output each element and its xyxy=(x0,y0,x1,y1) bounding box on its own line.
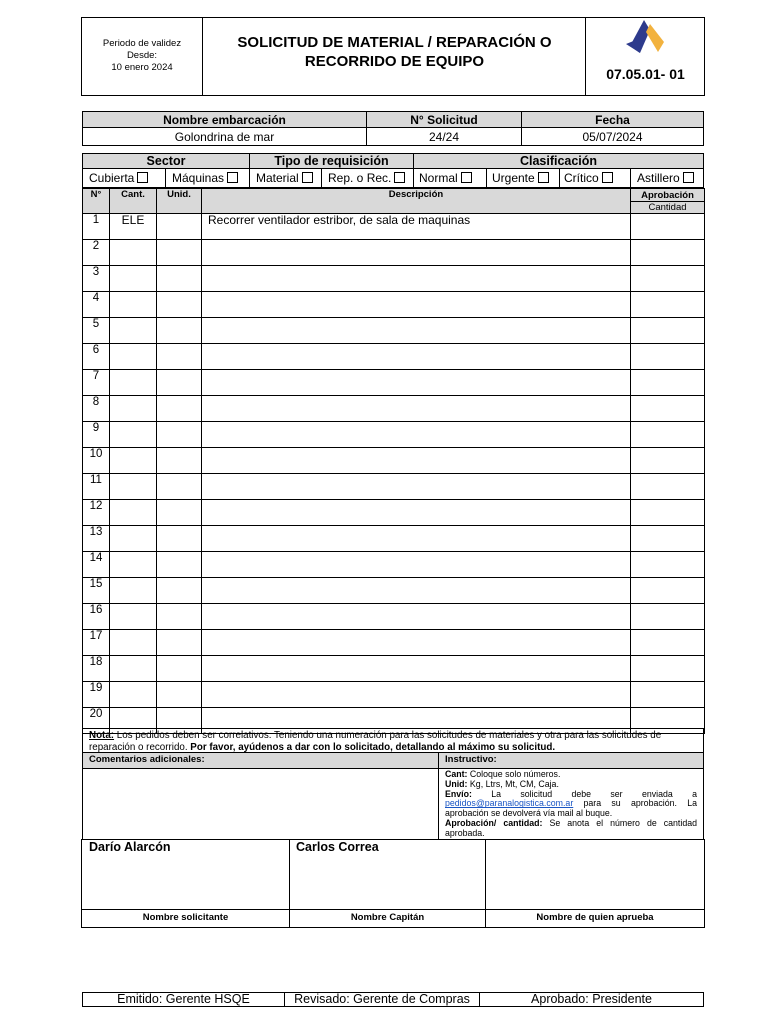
row-description[interactable] xyxy=(202,682,631,708)
checkbox-icon[interactable] xyxy=(538,172,549,183)
instructions-section xyxy=(438,752,704,840)
row-approval-quantity[interactable] xyxy=(631,656,705,682)
option-cubierta[interactable] xyxy=(83,169,166,188)
table-row xyxy=(83,396,705,422)
row-quantity[interactable] xyxy=(110,422,157,448)
date-header: Fecha xyxy=(522,112,704,128)
row-description[interactable] xyxy=(202,578,631,604)
option-urgente[interactable] xyxy=(487,169,560,188)
row-description[interactable] xyxy=(202,240,631,266)
instruction-unid-label: Unid: xyxy=(445,778,468,789)
row-approval-quantity[interactable] xyxy=(631,630,705,656)
table-row xyxy=(83,500,705,526)
form-title-line2: RECORRIDO DE EQUIPO xyxy=(304,53,485,70)
checkbox-icon[interactable] xyxy=(683,172,694,183)
row-number: 4 xyxy=(83,292,110,318)
comments-header: Comentarios adicionales: xyxy=(83,753,438,769)
date-value[interactable]: 05/07/2024 xyxy=(522,128,704,146)
row-number: 15 xyxy=(83,578,110,604)
col-description-header: Descripción xyxy=(202,189,631,214)
solicitante-label: Nombre solicitante xyxy=(142,912,229,923)
checkbox-icon[interactable] xyxy=(602,172,613,183)
form-title-line1: SOLICITUD DE MATERIAL / REPARACIÓN O xyxy=(237,34,552,51)
row-quantity[interactable] xyxy=(110,578,157,604)
table-row xyxy=(83,422,705,448)
checkbox-icon[interactable] xyxy=(302,172,313,183)
row-number: 2 xyxy=(83,240,110,266)
aprueba-label: Nombre de quien aprueba xyxy=(536,912,654,923)
row-description[interactable] xyxy=(202,422,631,448)
row-description[interactable] xyxy=(202,292,631,318)
option-critico-label: Crítico xyxy=(564,171,599,185)
row-number: 8 xyxy=(83,396,110,422)
row-description[interactable] xyxy=(202,552,631,578)
row-quantity[interactable] xyxy=(110,396,157,422)
row-description[interactable]: Recorrer ventilador estribor, de sala de maquinas xyxy=(202,214,631,240)
checkbox-icon[interactable] xyxy=(227,172,238,183)
instruction-aprob-text: Se anota el número de cantidad aprobada. xyxy=(445,817,697,838)
solicitante-name[interactable]: Darío Alarcón xyxy=(82,840,289,910)
row-number: 16 xyxy=(83,604,110,630)
table-row xyxy=(83,344,705,370)
row-unit[interactable] xyxy=(157,604,202,630)
instructions-body xyxy=(439,769,703,839)
row-number: 9 xyxy=(83,422,110,448)
table-row xyxy=(83,604,705,630)
row-approval-quantity[interactable] xyxy=(631,318,705,344)
row-number: 7 xyxy=(83,370,110,396)
row-approval-quantity[interactable] xyxy=(631,448,705,474)
row-unit[interactable] xyxy=(157,370,202,396)
row-approval-quantity[interactable] xyxy=(631,292,705,318)
row-description[interactable] xyxy=(202,370,631,396)
row-approval-quantity[interactable] xyxy=(631,474,705,500)
capitan-label: Nombre Capitán xyxy=(350,912,425,923)
option-cubierta-label: Cubierta xyxy=(89,171,135,185)
row-number: 10 xyxy=(83,448,110,474)
row-approval-quantity[interactable] xyxy=(631,396,705,422)
company-logo-icon xyxy=(618,18,674,58)
comments-field[interactable] xyxy=(83,769,438,839)
col-approval-header: Aprobación xyxy=(631,189,705,202)
row-unit[interactable] xyxy=(157,448,202,474)
sector-header: Sector xyxy=(83,154,250,169)
row-unit[interactable] xyxy=(157,552,202,578)
row-number: 11 xyxy=(83,474,110,500)
signatures-section xyxy=(81,839,705,928)
col-unit-header: Unid. xyxy=(157,189,202,214)
row-quantity[interactable] xyxy=(110,682,157,708)
instruction-cant-text: Coloque solo números. xyxy=(467,769,561,779)
row-quantity[interactable] xyxy=(110,240,157,266)
category-table xyxy=(82,153,704,188)
row-quantity[interactable] xyxy=(110,448,157,474)
row-unit[interactable] xyxy=(157,292,202,318)
row-number: 5 xyxy=(83,318,110,344)
row-number: 1 xyxy=(83,214,110,240)
row-description[interactable] xyxy=(202,396,631,422)
instruction-envio-cont xyxy=(445,799,697,819)
option-normal-label: Normal xyxy=(419,171,458,185)
col-quantity-header: Cant. xyxy=(110,189,157,214)
row-approval-quantity[interactable] xyxy=(631,266,705,292)
row-approval-quantity[interactable] xyxy=(631,604,705,630)
note-label: Nota: xyxy=(89,730,115,741)
row-quantity[interactable] xyxy=(110,344,157,370)
row-number: 13 xyxy=(83,526,110,552)
row-unit[interactable] xyxy=(157,266,202,292)
table-row xyxy=(83,240,705,266)
row-number: 14 xyxy=(83,552,110,578)
row-approval-quantity[interactable] xyxy=(631,682,705,708)
table-row xyxy=(83,448,705,474)
row-number: 19 xyxy=(83,682,110,708)
classification-header: Clasificación xyxy=(414,154,704,169)
row-number: 6 xyxy=(83,344,110,370)
table-row xyxy=(83,474,705,500)
instruction-envio-text2: para su aprobación. La aprobación se devolverá vía mail al buque. xyxy=(445,798,697,819)
footer-revisado: Revisado: Gerente de Compras xyxy=(285,993,480,1006)
instruction-cant-label: Cant: xyxy=(445,769,468,779)
row-quantity[interactable] xyxy=(110,630,157,656)
document-header xyxy=(81,17,705,96)
items-table xyxy=(82,188,705,734)
row-number: 3 xyxy=(83,266,110,292)
row-quantity[interactable] xyxy=(110,266,157,292)
document-code: 07.05.01- 01 xyxy=(606,66,685,82)
row-unit[interactable] xyxy=(157,474,202,500)
request-number-header: N° Solicitud xyxy=(367,112,522,128)
row-unit[interactable] xyxy=(157,396,202,422)
option-rep-rec-label: Rep. o Rec. xyxy=(328,171,392,185)
instruction-aprob xyxy=(445,819,697,839)
requisition-type-header: Tipo de requisición xyxy=(250,154,414,169)
row-approval-quantity[interactable] xyxy=(631,370,705,396)
row-number: 18 xyxy=(83,656,110,682)
footer-aprobado: Aprobado: Presidente xyxy=(531,992,652,1006)
capitan-name[interactable]: Carlos Correa xyxy=(290,840,485,910)
checkbox-icon[interactable] xyxy=(137,172,148,183)
row-unit[interactable] xyxy=(157,630,202,656)
instruction-envio-label: Envío: xyxy=(445,788,472,799)
comments-section xyxy=(82,752,439,840)
row-unit[interactable] xyxy=(157,344,202,370)
email-link[interactable]: pedidos@paranalogistica.com.ar xyxy=(445,798,574,809)
note-bold-text: Por favor, ayúdenos a dar con lo solicitado, detallando al máximo su solicitud. xyxy=(190,741,556,753)
row-quantity[interactable] xyxy=(110,526,157,552)
row-quantity[interactable] xyxy=(110,292,157,318)
option-critico[interactable] xyxy=(560,169,631,188)
row-quantity[interactable] xyxy=(110,656,157,682)
logo-code-box xyxy=(585,18,704,95)
option-maquinas[interactable] xyxy=(166,169,250,188)
table-row xyxy=(83,552,705,578)
validity-from: Desde: xyxy=(126,50,158,61)
vessel-info-table xyxy=(82,111,704,146)
option-normal[interactable] xyxy=(414,169,487,188)
validity-date: 10 enero 2024 xyxy=(111,62,173,73)
row-description[interactable] xyxy=(202,344,631,370)
boat-name-value[interactable]: Golondrina de mar xyxy=(83,128,367,146)
row-description[interactable] xyxy=(202,630,631,656)
row-description[interactable] xyxy=(202,318,631,344)
row-quantity[interactable] xyxy=(110,604,157,630)
signature-capitan xyxy=(290,840,486,927)
table-row xyxy=(83,682,705,708)
row-quantity[interactable]: ELE xyxy=(110,214,157,240)
table-row xyxy=(83,526,705,552)
instruction-envio-text: La solicitud debe ser enviada a xyxy=(471,788,697,799)
row-quantity[interactable] xyxy=(110,318,157,344)
validity-label: Periodo de validez xyxy=(102,38,182,49)
instructions-header: Instructivo: xyxy=(439,753,703,769)
row-unit[interactable] xyxy=(157,240,202,266)
option-rep-rec[interactable] xyxy=(322,169,414,188)
row-unit[interactable] xyxy=(157,500,202,526)
row-unit[interactable] xyxy=(157,214,202,240)
row-quantity[interactable] xyxy=(110,474,157,500)
row-number: 20 xyxy=(83,708,110,734)
option-maquinas-label: Máquinas xyxy=(172,171,225,185)
row-description[interactable] xyxy=(202,448,631,474)
instruction-unid-text: Kg, Ltrs, Mt, CM, Caja. xyxy=(467,778,559,789)
row-approval-quantity[interactable] xyxy=(631,214,705,240)
row-quantity[interactable] xyxy=(110,370,157,396)
row-number: 17 xyxy=(83,630,110,656)
row-approval-quantity[interactable] xyxy=(631,552,705,578)
note-box xyxy=(82,728,704,753)
option-urgente-label: Urgente xyxy=(492,171,535,185)
option-astillero-label: Astillero xyxy=(637,171,680,185)
note-text: Los pedidos deben ser correlativos. Teniendo una numeración para las solicitudes de materiales y otra para las solicitudes de reparación o recorrido. xyxy=(89,730,662,753)
option-astillero[interactable] xyxy=(631,169,704,188)
approval-footer xyxy=(82,992,704,1007)
checkbox-icon[interactable] xyxy=(394,172,405,183)
row-description[interactable] xyxy=(202,266,631,292)
row-unit[interactable] xyxy=(157,526,202,552)
checkbox-icon[interactable] xyxy=(461,172,472,183)
table-row xyxy=(83,656,705,682)
table-row xyxy=(83,292,705,318)
row-approval-quantity[interactable] xyxy=(631,526,705,552)
option-material[interactable] xyxy=(250,169,322,188)
row-approval-quantity[interactable] xyxy=(631,240,705,266)
table-row xyxy=(83,370,705,396)
row-description[interactable] xyxy=(202,526,631,552)
aprueba-field[interactable] xyxy=(486,840,704,910)
row-unit[interactable] xyxy=(157,318,202,344)
row-unit[interactable] xyxy=(157,422,202,448)
row-description[interactable] xyxy=(202,474,631,500)
row-unit[interactable] xyxy=(157,682,202,708)
option-material-label: Material xyxy=(256,171,299,185)
table-row xyxy=(83,630,705,656)
row-number: 12 xyxy=(83,500,110,526)
table-row xyxy=(83,318,705,344)
request-number-value[interactable]: 24/24 xyxy=(367,128,522,146)
items-body xyxy=(83,214,705,734)
footer-emitido: Emitido: Gerente HSQE xyxy=(83,993,285,1006)
table-row xyxy=(83,266,705,292)
row-approval-quantity[interactable] xyxy=(631,500,705,526)
signature-solicitante xyxy=(82,840,290,927)
row-approval-quantity[interactable] xyxy=(631,422,705,448)
row-quantity[interactable] xyxy=(110,500,157,526)
row-approval-quantity[interactable] xyxy=(631,578,705,604)
row-unit[interactable] xyxy=(157,656,202,682)
table-row xyxy=(83,578,705,604)
boat-name-header: Nombre embarcación xyxy=(83,112,367,128)
col-number-header: N° xyxy=(83,189,110,214)
form-title xyxy=(203,18,586,95)
signature-aprueba xyxy=(486,840,704,927)
row-description[interactable] xyxy=(202,500,631,526)
table-row xyxy=(83,214,705,240)
row-description[interactable] xyxy=(202,656,631,682)
row-unit[interactable] xyxy=(157,578,202,604)
row-description[interactable] xyxy=(202,604,631,630)
row-approval-quantity[interactable] xyxy=(631,344,705,370)
validity-box xyxy=(82,18,203,95)
row-quantity[interactable] xyxy=(110,552,157,578)
col-approval-quantity-header: Cantidad xyxy=(631,202,705,214)
instruction-aprob-label: Aprobación/ cantidad: xyxy=(445,817,543,828)
